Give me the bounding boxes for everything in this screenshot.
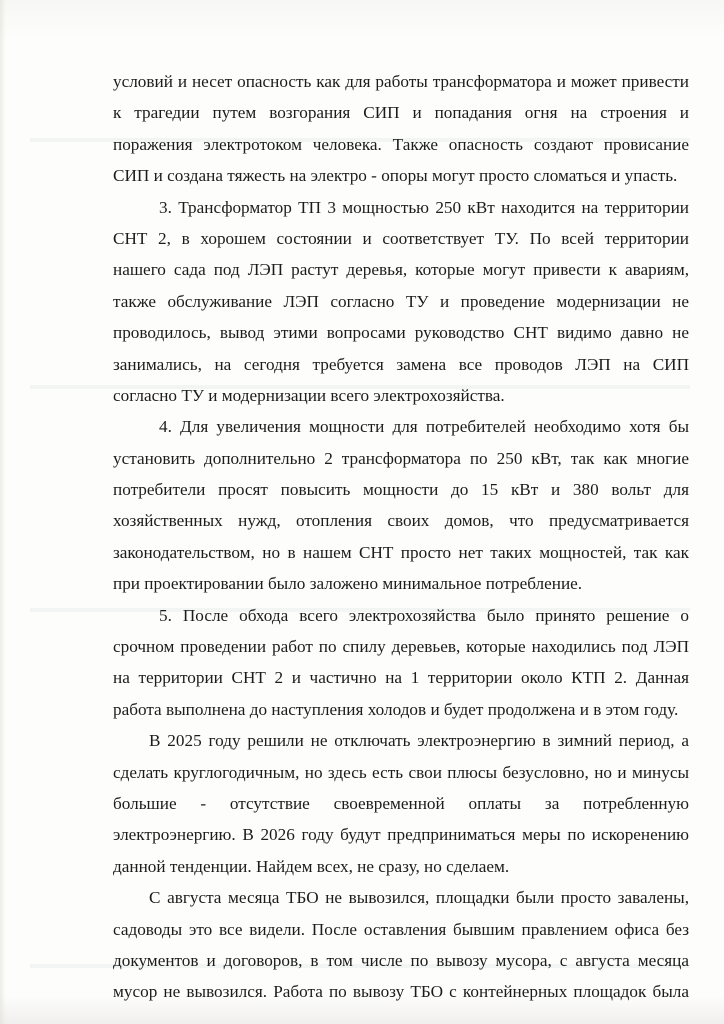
text-line: согласно ТУ и модернизации всего электрохозяйства. — [113, 385, 505, 405]
text-line: данной тенденции. Найдем всех, не сразу, но сделаем. — [113, 856, 510, 876]
text-line: С августа месяца ТБО не вывозился, площадки были просто завалены, — [149, 888, 689, 908]
paragraph-continuation — [113, 66, 689, 192]
text-line: установить дополнительно 2 трансформатора по 250 кВт, так как многие — [113, 448, 689, 468]
text-line: хозяйственных нужд, отопления своих домов, что предусматривается — [113, 511, 689, 531]
text-line: 4. Для увеличения мощности для потребителей необходимо хотя бы — [159, 417, 689, 437]
text-line: садоводы это все видели. После оставления бывшим правлением офиса без — [113, 919, 689, 939]
text-line: сделать круглогодичным, но здесь есть свои плюсы безусловно, но и минусы — [113, 762, 689, 782]
paragraph-item-5 — [113, 600, 689, 726]
document-body — [113, 66, 689, 1008]
text-line: электроэнергию. В 2026 году будут предприниматься меры по искоренению — [113, 825, 689, 845]
text-line: документов и договоров, в том числе по вывозу мусора, с августа месяца — [113, 950, 689, 970]
text-line: В 2025 году решили не отключать электроэнергию в зимний период, а — [149, 731, 689, 751]
paragraph-tbo — [113, 882, 689, 1008]
paragraph-2025 — [113, 725, 689, 882]
text-line: условий и несет опасность как для работы трансформатора и может привести — [113, 72, 689, 91]
scan-edge-shadow — [0, 0, 6, 1024]
text-line: СИП и создана тяжесть на электро - опоры могут просто сломаться и упасть. — [113, 166, 678, 186]
text-line: срочном проведении работ по спилу деревьев, которые находились под ЛЭП — [113, 637, 689, 657]
paragraph-item-3 — [113, 192, 689, 412]
text-line: большие - отсутствие своевременной оплаты за потребленную — [113, 793, 689, 813]
text-line: проводилось, вывод этими вопросами руководство СНТ видимо давно не — [113, 323, 689, 343]
text-line: поражения электротоком человека. Также опасность создают провисание — [113, 134, 689, 154]
paragraph-item-4 — [113, 411, 689, 599]
text-line: при проектировании было заложено минимальное потребление. — [113, 574, 583, 594]
text-line: мусор не вывозился. Работа по вывозу ТБО с контейнерных площадок была — [113, 982, 689, 1002]
text-line: занимались, на сегодня требуется замена все проводов ЛЭП на СИП — [113, 354, 689, 374]
text-line: также обслуживание ЛЭП согласно ТУ и проведение модернизации не — [113, 291, 689, 311]
text-line: 3. Трансформатор ТП 3 мощностью 250 кВт находится на территории — [159, 197, 689, 217]
text-line: потребители просят повысить мощности до 15 кВт и 380 вольт для — [113, 480, 689, 500]
text-line: к трагедии путем возгорания СИП и попадания огня на строения и — [113, 103, 689, 123]
text-line: законодательством, но в нашем СНТ просто нет таких мощностей, так как — [113, 542, 689, 562]
text-line: СНТ 2, в хорошем состоянии и соответствует ТУ. По всей территории — [113, 228, 689, 248]
text-line: нашего сада под ЛЭП растут деревья, которые могут привести к авариям, — [113, 260, 689, 280]
text-line: на территории СНТ 2 и частично на 1 территории около КТП 2. Данная — [113, 668, 689, 688]
text-line: работа выполнена до наступления холодов и будет продолжена и в этом году. — [113, 699, 679, 719]
text-line: 5. После обхода всего электрохозяйства было принято решение о — [159, 605, 689, 625]
